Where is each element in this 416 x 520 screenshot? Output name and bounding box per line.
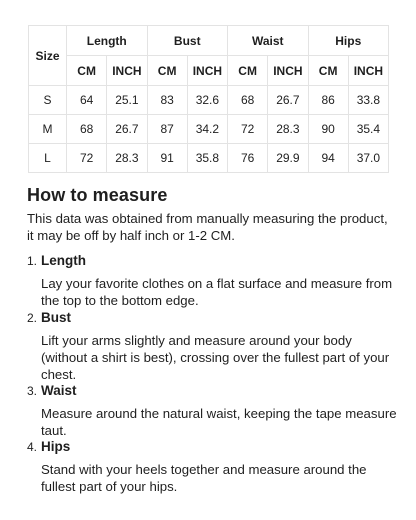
table-cell: 87 xyxy=(147,115,187,144)
table-cell: 33.8 xyxy=(348,86,388,115)
group-header-hips: Hips xyxy=(308,26,389,56)
table-row xyxy=(29,86,389,115)
table-cell: 76 xyxy=(228,144,268,173)
table-cell: 68 xyxy=(67,115,107,144)
step-heading xyxy=(27,253,397,272)
table-cell: 94 xyxy=(308,144,348,173)
unit-header-cm: CM xyxy=(147,56,187,86)
unit-header-inch: INCH xyxy=(268,56,308,86)
measure-step-waist xyxy=(27,383,397,439)
step-number: 3. xyxy=(27,384,38,398)
step-number: 1. xyxy=(27,254,38,268)
how-to-measure-heading: How to measure xyxy=(27,185,168,205)
size-cell: L xyxy=(29,144,67,173)
table-cell: 35.8 xyxy=(187,144,227,173)
table-header-row xyxy=(29,26,389,56)
unit-header-cm: CM xyxy=(308,56,348,86)
step-description: Stand with your heels together and measure around the fullest part of your hips. xyxy=(41,462,367,494)
measure-step-bust xyxy=(27,310,397,383)
step-description: Measure around the natural waist, keeping the tape measure taut. xyxy=(41,406,397,438)
table-cell: 64 xyxy=(67,86,107,115)
step-title: Length xyxy=(41,253,86,268)
table-cell: 29.9 xyxy=(268,144,308,173)
table-cell: 26.7 xyxy=(268,86,308,115)
table-cell: 28.3 xyxy=(268,115,308,144)
measurement-disclaimer: This data was obtained from manually measuring the product, it may be off by half inch or 1-2 CM. xyxy=(27,211,388,243)
table-cell: 68 xyxy=(228,86,268,115)
table-cell: 35.4 xyxy=(348,115,388,144)
table-cell: 83 xyxy=(147,86,187,115)
step-number: 2. xyxy=(27,311,38,325)
table-row xyxy=(29,115,389,144)
size-chart-table xyxy=(28,25,389,173)
measure-step-hips xyxy=(27,439,397,495)
table-cell: 37.0 xyxy=(348,144,388,173)
size-cell: S xyxy=(29,86,67,115)
table-cell: 91 xyxy=(147,144,187,173)
table-cell: 86 xyxy=(308,86,348,115)
step-number: 4. xyxy=(27,440,38,454)
unit-header-inch: INCH xyxy=(187,56,227,86)
step-title: Waist xyxy=(41,383,77,398)
size-column-header: Size xyxy=(29,26,67,86)
table-cell: 25.1 xyxy=(107,86,147,115)
table-cell: 26.7 xyxy=(107,115,147,144)
step-heading xyxy=(27,439,397,458)
group-header-waist: Waist xyxy=(228,26,309,56)
step-title: Bust xyxy=(41,310,71,325)
table-cell: 72 xyxy=(228,115,268,144)
size-cell: M xyxy=(29,115,67,144)
table-row xyxy=(29,144,389,173)
group-header-bust: Bust xyxy=(147,26,228,56)
table-unit-row xyxy=(29,56,389,86)
unit-header-inch: INCH xyxy=(107,56,147,86)
table-cell: 34.2 xyxy=(187,115,227,144)
table-cell: 32.6 xyxy=(187,86,227,115)
measure-step-length xyxy=(27,253,397,309)
table-cell: 72 xyxy=(67,144,107,173)
step-title: Hips xyxy=(41,439,71,454)
unit-header-cm: CM xyxy=(228,56,268,86)
step-heading xyxy=(27,383,397,402)
table-cell: 90 xyxy=(308,115,348,144)
step-description: Lay your favorite clothes on a flat surface and measure from the top to the bottom edge. xyxy=(41,276,393,308)
group-header-length: Length xyxy=(67,26,148,56)
table-cell: 28.3 xyxy=(107,144,147,173)
unit-header-cm: CM xyxy=(67,56,107,86)
unit-header-inch: INCH xyxy=(348,56,388,86)
step-description: Lift your arms slightly and measure around your body (without a shirt is best), crossing over the fullest part of your chest. xyxy=(41,333,390,382)
step-heading xyxy=(27,310,397,329)
